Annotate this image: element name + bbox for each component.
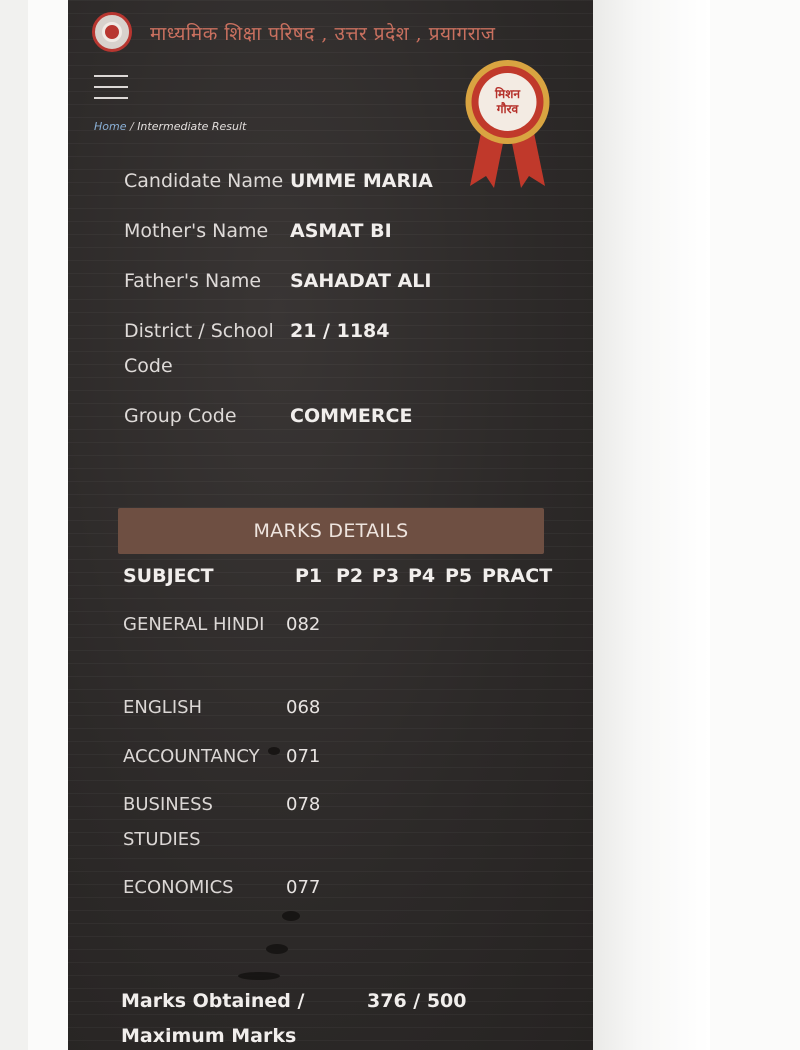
breadcrumb-current: Intermediate Result	[137, 120, 247, 133]
subject-mark-p1: 078	[286, 794, 321, 815]
badge-text-line2: गौरव	[496, 102, 519, 116]
marks-obtained-label: Marks Obtained / Maximum Marks	[121, 990, 305, 1047]
breadcrumb-home-link[interactable]: Home	[94, 120, 127, 133]
mother-name-value: ASMAT BI	[290, 220, 392, 242]
district-school-row	[124, 314, 564, 384]
breadcrumb-separator: /	[126, 120, 138, 133]
result-screen	[68, 0, 593, 1050]
subject-name: ECONOMICS	[123, 877, 234, 898]
badge-text-line1: मिशन	[494, 87, 521, 101]
scan-paper-background	[590, 0, 710, 1050]
subject-mark-p1: 068	[286, 697, 321, 718]
subject-mark-p1: 082	[286, 614, 321, 635]
menu-bar	[94, 75, 128, 77]
subject-name: BUSINESS STUDIES	[123, 794, 213, 850]
emblem-center	[102, 22, 122, 42]
menu-bar	[94, 86, 128, 88]
mother-name-label: Mother's Name	[124, 220, 269, 242]
scan-smudge	[266, 944, 288, 954]
column-header-pract: PRACT	[482, 565, 553, 587]
group-code-row	[124, 399, 564, 434]
marks-details-header: MARKS DETAILS	[118, 508, 544, 554]
district-school-value: 21 / 1184	[290, 320, 390, 342]
subject-name: GENERAL HINDI	[123, 614, 265, 635]
candidate-name-label: Candidate Name	[124, 170, 284, 192]
candidate-name-value: UMME MARIA	[290, 170, 433, 192]
scan-smudge	[268, 747, 280, 755]
column-header-p1: P1	[295, 565, 323, 587]
menu-bar	[94, 97, 128, 99]
column-header-p5: P5	[445, 565, 473, 587]
hamburger-menu-icon[interactable]	[94, 75, 128, 101]
group-code-label: Group Code	[124, 405, 237, 427]
column-header-p4: P4	[408, 565, 436, 587]
subject-name: ENGLISH	[123, 697, 203, 718]
breadcrumb	[94, 120, 246, 133]
candidate-name-row	[124, 164, 564, 199]
subject-mark-p1: 077	[286, 877, 321, 898]
scan-smudge	[282, 911, 300, 921]
subject-mark-p1: 071	[286, 746, 321, 767]
scan-smudge	[238, 972, 280, 980]
column-header-subject: SUBJECT	[123, 565, 214, 587]
father-name-value: SAHADAT ALI	[290, 270, 432, 292]
mother-name-row	[124, 214, 564, 249]
column-header-p3: P3	[372, 565, 400, 587]
scan-left-margin	[0, 0, 28, 1050]
father-name-label: Father's Name	[124, 270, 262, 292]
column-header-p2: P2	[336, 565, 364, 587]
subject-name: ACCOUNTANCY	[123, 746, 260, 767]
board-title: माध्यमिक शिक्षा परिषद , उत्तर प्रदेश , प्रयागराज	[150, 23, 496, 45]
father-name-row	[124, 264, 564, 299]
district-school-label: District / School Code	[124, 320, 274, 377]
group-code-value: COMMERCE	[290, 405, 413, 427]
marks-obtained-value: 376 / 500	[367, 990, 467, 1012]
board-emblem-icon[interactable]	[92, 12, 132, 52]
candidate-info	[124, 164, 564, 449]
